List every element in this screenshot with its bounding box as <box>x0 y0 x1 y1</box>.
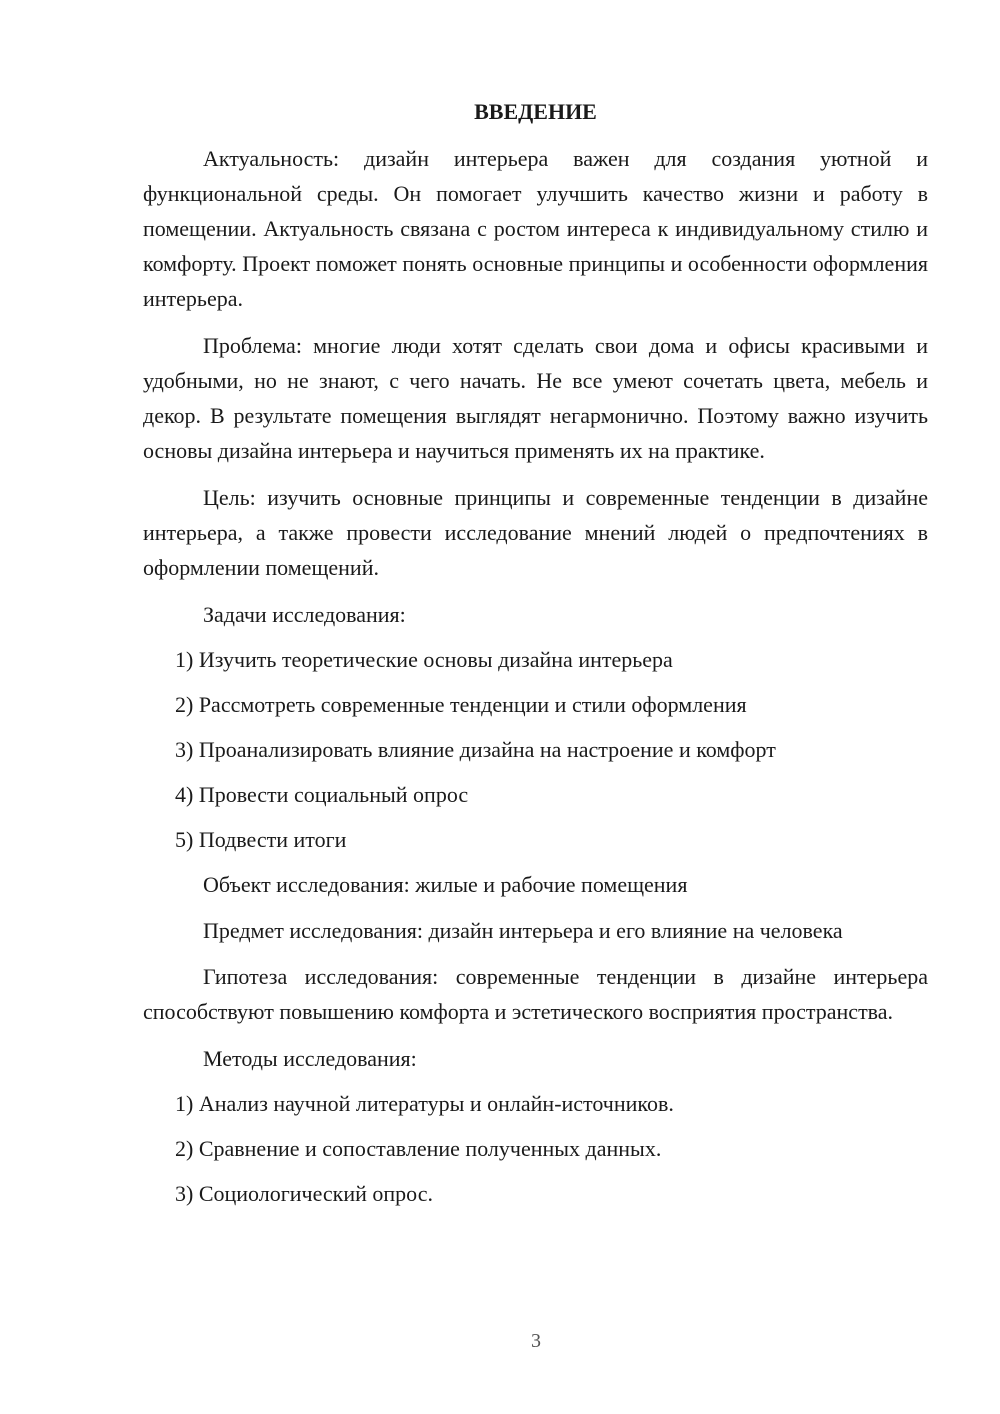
task-item-4: 4) Провести социальный опрос <box>175 782 469 807</box>
task-item-2: 2) Рассмотреть современные тенденции и стили оформления <box>175 692 747 717</box>
methods-heading: Методы исследования: <box>203 1046 417 1071</box>
method-item-2: 2) Сравнение и сопоставление полученных данных. <box>175 1136 662 1161</box>
method-item-3: 3) Социологический опрос. <box>175 1181 433 1206</box>
methods-list <box>143 1086 928 1211</box>
task-item-5: 5) Подвести итоги <box>175 827 347 852</box>
problem-paragraph: Проблема: многие люди хотят сделать свои дома и офисы красивыми и удобными, но не знают, с чего начать. Не все умеют сочетать цвета, мебель и декор. В результате помещения выглядят негармонично. Поэтому важно изучить основы дизайна интерьера и научиться применять их на практике. <box>143 333 928 463</box>
research-object: Объект исследования: жилые и рабочие помещения <box>203 872 688 897</box>
task-item-1: 1) Изучить теоретические основы дизайна интерьера <box>175 647 673 672</box>
page-title: ВВЕДЕНИЕ <box>474 99 597 124</box>
research-subject: Предмет исследования: дизайн интерьера и его влияние на человека <box>203 918 843 943</box>
page-content <box>143 94 928 1221</box>
method-item-1: 1) Анализ научной литературы и онлайн-источников. <box>175 1091 674 1116</box>
relevance-paragraph: Актуальность: дизайн интерьера важен для создания уютной и функциональной среды. Он помогает улучшить качество жизни и работу в помещении. Актуальность связана с ростом интереса к индивидуальному стилю и комфорту. Проект поможет понять основные принципы и особенности оформления интерьера. <box>143 146 928 311</box>
goal-paragraph: Цель: изучить основные принципы и современные тенденции в дизайне интерьера, а также провести исследование мнений людей о предпочтениях в оформлении помещений. <box>143 485 928 580</box>
hypothesis-paragraph: Гипотеза исследования: современные тенденции в дизайне интерьера способствуют повышению комфорта и эстетического восприятия пространства. <box>143 964 928 1024</box>
tasks-heading: Задачи исследования: <box>203 602 406 627</box>
task-item-3: 3) Проанализировать влияние дизайна на настроение и комфорт <box>175 737 776 762</box>
tasks-list <box>143 642 928 857</box>
page-number: 3 <box>531 1330 541 1352</box>
